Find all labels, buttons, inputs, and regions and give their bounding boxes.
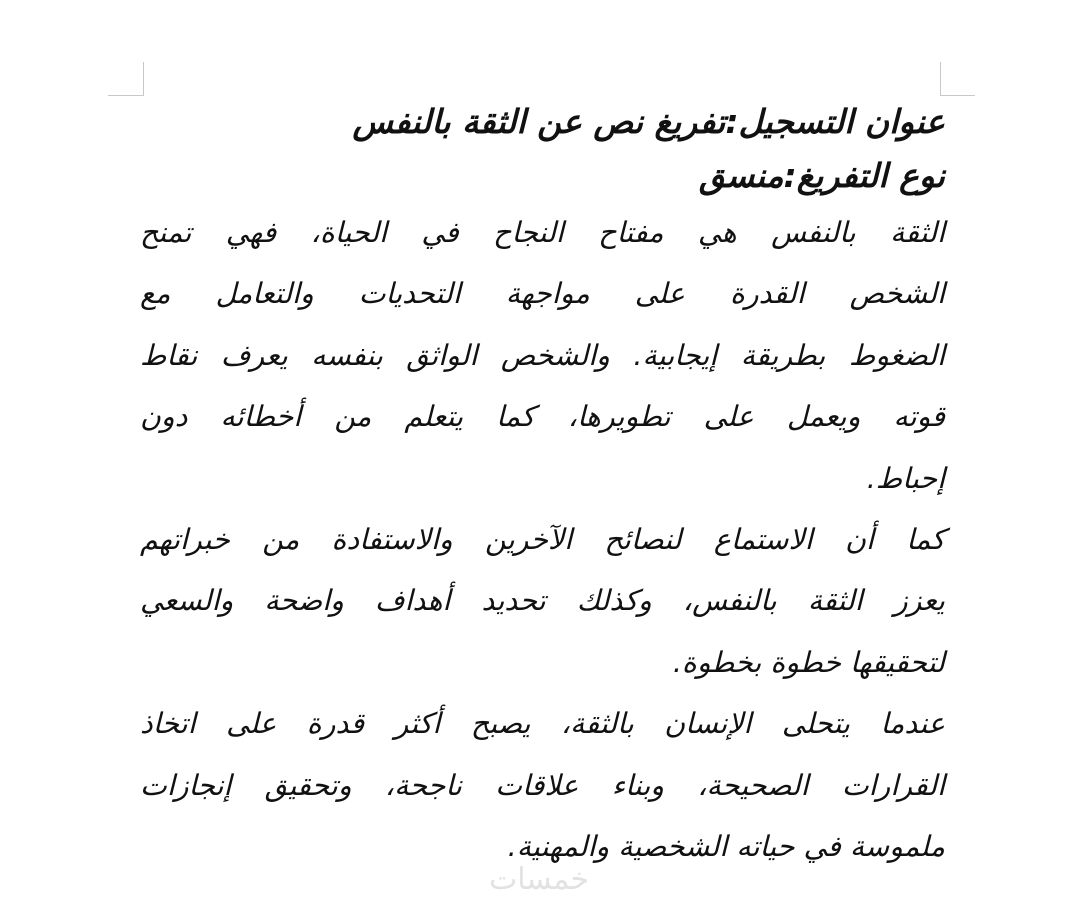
text-line: عندما يتحلى الإنسان بالثقة، يصبح أكثر قدرة على اتخاذ [140, 707, 945, 741]
text-line: الشخص القدرة على مواجهة التحديات والتعامل مع [140, 277, 945, 311]
text-line: لتحقيقها خطوة بخطوة. [672, 645, 945, 679]
crop-mark-top-left-horizontal [108, 95, 144, 96]
paragraph-2 [140, 509, 945, 693]
text-line: قوته ويعمل على تطويرها، كما يتعلم من أخطائه دون [140, 400, 945, 434]
text-line: القرارات الصحيحة، وبناء علاقات ناجحة، وتحقيق إنجازات [140, 768, 945, 802]
document-page [140, 92, 945, 877]
text-line: كما أن الاستماع لنصائح الآخرين والاستفادة من خبراتهم [140, 523, 945, 557]
text-line: إحباط. [866, 461, 945, 495]
recording-title-line: عنوان التسجيل:تفريغ نص عن الثقة بالنفس [352, 102, 945, 141]
crop-mark-top-left-vertical [143, 62, 144, 95]
paragraph-3 [140, 693, 945, 877]
transcription-type-line: نوع التفريغ:منسق [698, 156, 945, 195]
text-line: الثقة بالنفس هي مفتاح النجاح في الحياة، فهي تمنح [140, 216, 945, 249]
text-line: يعزز الثقة بالنفس، وكذلك تحديد أهداف واضحة والسعي [140, 584, 945, 618]
text-line: الضغوط بطريقة إيجابية. والشخص الواثق بنفسه يعرف نقاط [140, 338, 945, 372]
watermark-logo: خمسات [488, 862, 590, 897]
crop-mark-top-right-vertical [940, 62, 941, 95]
paragraph-1 [140, 202, 945, 509]
crop-mark-top-right-horizontal [940, 95, 975, 96]
document-heading [140, 92, 945, 206]
text-line: ملموسة في حياته الشخصية والمهنية. [507, 830, 945, 864]
